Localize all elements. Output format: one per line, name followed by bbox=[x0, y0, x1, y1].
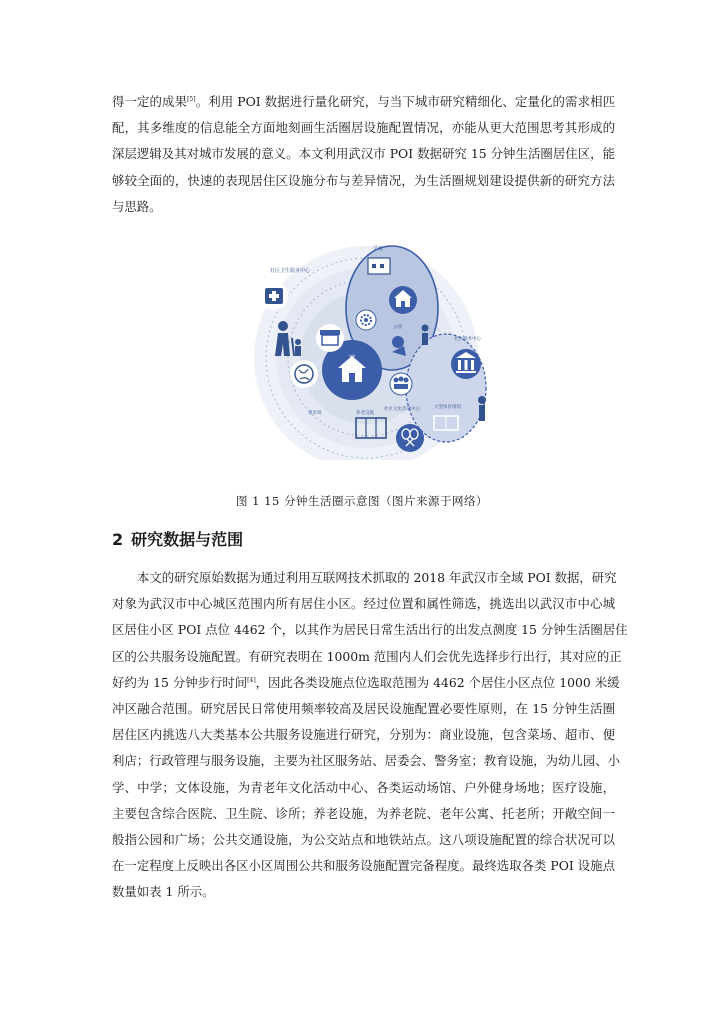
elderly-label: 养老设施 bbox=[356, 411, 374, 416]
hospital-icon bbox=[265, 288, 283, 304]
health-label: 社区卫生服务中心 bbox=[270, 268, 311, 274]
section-title: 研究数据与范围 bbox=[131, 530, 244, 549]
text-line: 对象为武汉市中心城区范围内所有居住小区。经过位置和属性筛选，挑选出以武汉市中心城 bbox=[112, 596, 615, 612]
section-heading bbox=[112, 527, 251, 550]
text-line: 区的公共服务设施配置。有研究表明在 1000m 范围内人们会优先选择步行出行，其对应的正 bbox=[112, 648, 622, 664]
text-line: 般指公园和广场；公共交通设施，为公交站点和地铁站点。这八项设施配置的综合状况可以 bbox=[112, 832, 615, 848]
sports-label: 大型体育场馆 bbox=[434, 405, 461, 410]
section-number: 2 bbox=[112, 530, 124, 549]
standing-person-icon bbox=[478, 396, 486, 421]
text-fragment: ，因此各类设施点位选取范围为 4462 个居住小区点位 1000 米缓 bbox=[255, 674, 620, 690]
school-icon bbox=[368, 258, 390, 274]
text-line: 数量如表 1 所示。 bbox=[112, 884, 215, 900]
text-line: 够较全面的，快速的表现居住区设施分布与差异情况，为生活圈规划建设提供新的研究方法 bbox=[112, 172, 615, 188]
text-line: 学、中学；文体设施，为青老年文化活动中心、各类运动场馆、户外健身场地；医疗设施， bbox=[112, 779, 615, 795]
life-circle-figure bbox=[248, 238, 498, 460]
data-paragraph bbox=[112, 565, 628, 906]
sports-badge bbox=[396, 424, 424, 452]
intro-paragraph bbox=[112, 89, 615, 220]
text-line: 本文的研究原始数据为通过利用互联网技术抓取的 2018 年武汉市全域 POI 数据，研究 bbox=[137, 570, 617, 585]
text-line: 配，其多维度的信息能全方面地刻画生活圈居设施配置情况，亦能从更大范围思考其形成的 bbox=[112, 120, 615, 136]
text-line bbox=[112, 670, 620, 696]
person-icon bbox=[422, 325, 429, 346]
text-line bbox=[112, 89, 615, 115]
citation: [5] bbox=[187, 95, 196, 103]
text-line: 利店；行政管理与服务设施，主要为社区服务站、居委会、警务室；教育设施，为幼儿园、小 bbox=[112, 753, 621, 769]
child-icon bbox=[295, 339, 301, 356]
text-line: 居住区内挑选八大类基本公共服务设施进行研究，分别为：商业设施，包含菜场、超市、便 bbox=[112, 727, 615, 743]
text-line: 主要包含综合医院、卫生院、诊所；养老设施，为养老院、老年公寓、托老所；开敞空间一 bbox=[112, 805, 615, 821]
text-line: 与思路。 bbox=[112, 198, 162, 214]
text-fragment: 好约为 15 分钟步行时间 bbox=[112, 674, 248, 690]
text-line: 深层逻辑及其对城市发展的意义。本文利用武汉市 POI 数据研究 15 分钟生活圈居住区，能 bbox=[112, 146, 615, 162]
service-label: 社区服务中心 bbox=[454, 337, 481, 342]
citation: [4] bbox=[247, 676, 256, 684]
text-fragment: 。利用 POI 数据进行量化研究，与当下城市研究精细化、定量化的需求相匹 bbox=[195, 94, 615, 109]
market-label: 菜市场 bbox=[308, 411, 322, 416]
culture-badge bbox=[290, 360, 318, 388]
text-line: 区居住小区 POI 点位 4462 个，以其作为居民日常生活出行的出发点测度 15 分钟生活圈居住 bbox=[112, 622, 628, 638]
text-line: 冲区融合范围。研究居民日常使用频率较高及居民设施配置必要性原则，在 15 分钟生活圈 bbox=[112, 701, 615, 717]
home-label: 家 bbox=[348, 354, 356, 362]
school-label: 学校 bbox=[372, 246, 384, 252]
text-fragment: 得一定的成果 bbox=[112, 94, 188, 109]
culture-label: 社区文化活动中心 bbox=[384, 407, 420, 412]
park-label: 公园 bbox=[393, 325, 402, 330]
figure-caption: 图 1 15 分钟生活圈示意图（图片来源于网络） bbox=[236, 494, 488, 508]
text-line: 在一定程度上反映出各区小区周围公共和服务设施配置完备程度。最终选取各类 POI 设施点 bbox=[112, 858, 615, 874]
market-badge bbox=[316, 324, 344, 352]
life-circle-diagram bbox=[248, 238, 498, 460]
